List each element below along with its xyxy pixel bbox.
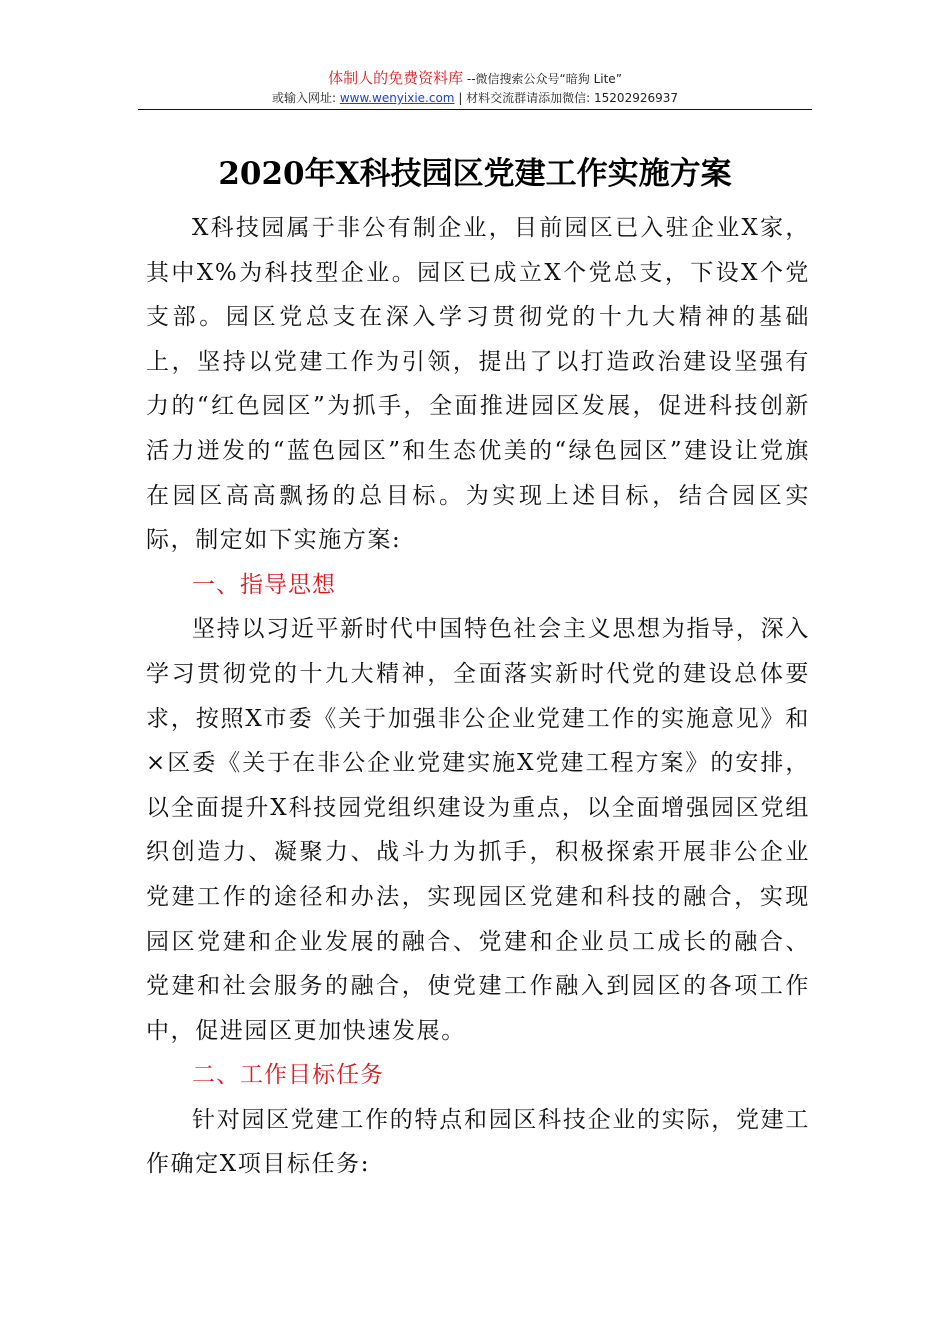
header-line-contact <box>138 89 812 107</box>
section-heading-guiding-ideology: 一、指导思想 <box>192 571 336 598</box>
page-header <box>138 68 812 107</box>
header-divider <box>138 109 812 110</box>
header-brand: 体制人的免费资料库 <box>328 69 464 87</box>
header-url-link[interactable]: www.wenyixie.com <box>339 91 455 105</box>
header-url-prefix: 或输入网址: <box>271 91 340 105</box>
header-tagline: --微信搜索公众号“暗狗 Lite” <box>463 72 622 86</box>
document-body <box>146 206 810 1187</box>
header-contact: | 材料交流群请添加微信: 15202926937 <box>454 91 679 105</box>
section-paragraph-guiding-ideology: 坚持以习近平新时代中国特色社会主义思想为指导，深入学习贯彻党的十九大精神，全面落实新时代党的建设总体要求，按照X市委《关于加强非公企业党建工作的实施意见》和×区委《关于在非公企业党建实施X党建工程方案》的安排，以全面提升X科技园党组织建设为重点，以全面增强园区党组织创造力、凝聚力、战斗力为抓手，积极探索开展非公企业党建工作的途径和办法，实现园区党建和科技的融合，实现园区党建和企业发展的融合、党建和企业员工成长的融合、党建和社会服务的融合，使党建工作融入到园区的各项工作中，促进园区更加快速发展。 <box>146 616 810 1044</box>
header-line-brand <box>138 68 812 89</box>
section-heading-work-goals: 二、工作目标任务 <box>192 1062 384 1089</box>
document-title: 2020年X科技园区党建工作实施方案 <box>218 156 732 192</box>
section-paragraph-work-goals: 针对园区党建工作的特点和园区科技企业的实际，党建工作确定X项目标任务: <box>146 1106 810 1178</box>
intro-paragraph: X科技园属于非公有制企业，目前园区已入驻企业X家，其中X%为科技型企业。园区已成立X个党总支，下设X个党支部。园区党总支在深入学习贯彻党的十九大精神的基础上，坚持以党建工作为引领，提出了以打造政治建设坚强有力的“红色园区”为抓手，全面推进园区发展，促进科技创新活力迸发的“蓝色园区”和生态优美的“绿色园区”建设让党旗在园区高高飘扬的总目标。为实现上述目标，结合园区实际，制定如下实施方案: <box>146 215 810 554</box>
